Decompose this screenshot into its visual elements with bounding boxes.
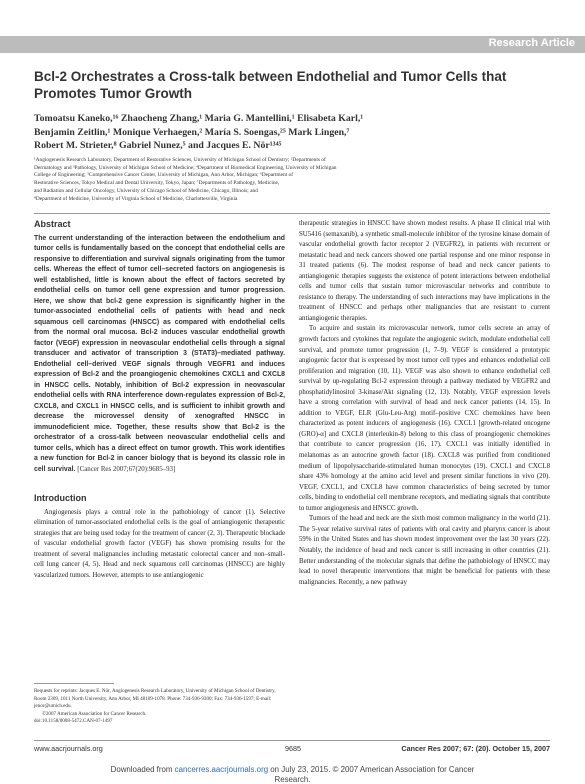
affiliations — [34, 157, 554, 203]
journal-url[interactable]: www.aacrjournals.org — [34, 744, 103, 753]
abstract-heading: Abstract — [34, 219, 71, 229]
download-line2: Research. — [274, 774, 311, 784]
reprint-request: Requests for reprints: Jacques E. Nör, Angiogenesis Research Laboratory, University of Michigan School of Dentistry, Room 2309, 1011 North University, Ann Arbor, MI 48109-1078. Phone: 734-936-9300; Fax: 734-936-1597; E-mail: jenor@umich.edu. — [34, 688, 276, 710]
left-column — [34, 219, 285, 581]
journal-link[interactable]: cancerres.aacrjournals.org — [174, 765, 269, 774]
abstract-text — [34, 234, 285, 476]
header-divider — [34, 213, 550, 214]
page-number: 9685 — [285, 744, 301, 753]
copyright: ©2007 American Association for Cancer Research. — [42, 710, 147, 717]
author-list — [34, 112, 554, 153]
affiliation-line: Dermatology and ³Pathology, University of Michigan School of Medicine; ⁴Department of Biomedical Engineering, University of Michigan — [34, 164, 337, 171]
right-column — [299, 219, 550, 588]
banner-label: Research Article — [488, 37, 575, 49]
abstract-body: The current understanding of the interaction between the endothelium and tumor cells is fundamentally based on the concept that endothelial cells are responsive to differentiation and survival signals originating from the tumor cells. Whereas the effect of tumor cell–secreted factors on angiogenesis is well established, little is known about the effect of factors secreted by endothelial cells on tumor cell gene expression and tumor progression. Here, we show that bcl-2 gene expression is significantly higher in the tumor-associated endothelial cells of patients with head and neck squamous cell carcinomas (HNSCC) as compared with endothelial cells from the normal oral mucosa. Bcl-2 induces vascular endothelial growth factor (VEGF) expression in neovascular endothelial cells through a signal transducer and activator of transcription 3 (STAT3)–mediated pathway. Endothelial cell–derived VEGF signals through VEGFR1 and induces expression of Bcl-2 and the proangiogenic chemokines CXCL1 and CXCL8 in HNSCC cells. Notably, inhibition of Bcl-2 expression in neovascular endothelial cells with RNA interference down-regulates expression of Bcl-2, CXCL8, and CXCL1 in HNSCC cells, and is sufficient to inhibit growth and decrease the microvessel density of xenografted HNSCC in immunodeficient mice. Together, these results show that Bcl-2 is the orchestrator of a cross-talk between neovascular endothelial cells and tumor cells, which has a direct effect on tumor growth. This work identifies a new function for Bcl-2 in cancer biology that is beyond its classic role in cell survival. — [34, 234, 285, 473]
journal-citation: Cancer Res 2007; 67: (20). October 15, 2007 — [401, 744, 550, 753]
affiliation-line: and Radiation and Cellular Oncology, University of Chicago School of Medicine, Chicago, Illinois; and — [34, 187, 258, 194]
introduction-heading: Introduction — [34, 493, 87, 504]
doi: doi:10.1158/0008-5472.CAN-07-1497 — [34, 718, 113, 725]
body-paragraph: To acquire and sustain its microvascular network, tumor cells secrete an array of growth factors and cytokines that regulate the angiogenic switch, modulate endothelial cell survival, and promote tumor progression (1, 7–9). VEGF is considered a prototypic angiogenic factor that is expressed by most tumor cell types and enhances endothelial cell proliferation and migration (10, 11). VEGF was also shown to enhance endothelial cell survival by up-regulating Bcl-2 expression through a pathway mediated by VEGFR2 and phosphatidylinositol 3-kinase/Akt signaling (12, 13). Notably, VEGF expression levels have a strong correlation with survival of head and neck cancer patients (14, 15). In addition to VEGF, ELR (Glu-Leu-Arg) motif–positive CXC chemokines have been characterized as potent inducers of angiogenesis (16). CXCL1 [growth-related oncogene (GRO)-α] and CXCL8 (interleukin-8) belong to this class of proangiogenic chemokines that contribute to cancer progression (16, 17). CXCL1 was initially identified in melanomas as an autocrine growth factor (18). CXCL8 was purified from conditioned medium of lipopolysaccharide-stimulated human monocytes (19). CXCL1 and CXCL8 share 43% homology at the amino acid level and present similar functions in vivo (20). VEGF, CXCL1, and CXCL8 have common characteristics of being secreted by tumor cells, binding to endothelial cell membrane receptors, and mediating signals that contribute to tumor angiogenesis and HNSCC growth. — [299, 325, 550, 512]
author-line: Robert M. Strieter,⁸ Gabriel Nunez,⁵ and Jacques E. Nör¹³⁴⁵ — [34, 140, 282, 151]
body-paragraph: Tumors of the head and neck are the sixth most common malignancy in the world (21). The 5-year relative survival rates of patients with oral cavity and pharynx cancer is about 59% in the United States and has shown modest improvement over the last 30 years (22). Notably, the incidence of head and neck cancer is still increasing in other countries (21). Better understanding of the molecular signals that define the pathobiology of HNSCC may lead to novel therapeutic interventions that might be beneficial for patients with these malignancies. Recently, a new pathway — [299, 515, 550, 586]
footnote — [34, 688, 285, 726]
affiliation-line: ⁸Department of Medicine, University of Virginia School of Medicine, Charlottesville, Virginia — [34, 195, 238, 202]
affiliation-line: ¹Angiogenesis Research Laboratory, Department of Restorative Sciences, University of Michigan School of Dentistry; ²Departments of — [34, 157, 326, 163]
article-title: Bcl-2 Orchestrates a Cross-talk between Endothelial and Tumor Cells that Promotes Tumor Growth — [34, 69, 507, 101]
abstract-citation: [Cancer Res 2007;67(20):9685–93] — [77, 465, 176, 473]
footer-divider — [34, 740, 550, 741]
affiliation-line: Restorative Sciences, Tokyo Medical and Dental University, Tokyo, Japan; ⁷Departments of Pathology, Medicine, — [34, 180, 280, 187]
intro-paragraph: Angiogenesis plays a central role in the pathobiology of cancer (1). Selective elimination of tumor-associated endothelial cells is the goal of antiangiogenic therapeutic strategies that are being used today for the treatment of cancer (2, 3). Therapeutic blockade of vascular endothelial growth factor (VEGF) has shown promising results for the treatment of several malignancies including metastatic colorectal cancer and non–small-cell lung cancer (4, 5). Head and neck squamous cell carcinomas (HNSCC) are highly vascularized tumors. However, attempts to use antiangiogenic — [34, 508, 285, 579]
footnote-divider — [34, 683, 114, 684]
download-suffix: on July 23, 2015. © 2007 American Association for Cancer — [268, 765, 475, 774]
download-notice — [0, 765, 585, 784]
download-prefix: Downloaded from — [110, 765, 175, 774]
author-line: Tomoatsu Kaneko,¹⁶ Zhaocheng Zhang,¹ Maria G. Mantellini,¹ Elisabeta Karl,¹ — [34, 113, 364, 124]
section-banner — [0, 36, 585, 53]
body-paragraph: therapeutic strategies in HNSCC have shown modest results. A phase II clinical trial with SU5416 (semaxanib), a synthetic small-molecule inhibitor of the tyrosine kinase domain of vascular endothelial growth factor receptor 2 (VEGFR2), in patients with recurrent or metastatic head and neck cancers showed one partial response and one minor response in 31 treated patients (6). The modest response of head and neck cancer patients to antiangiogenic therapies suggests the existence of potent interactions between endothelial cells and tumor cells that sustain tumor microvascular networks and contribute to resistance to therapy. The understanding of such interactions may have implications in the treatment of HNSCC and perhaps other malignancies that are resistant to current antiangiogenic therapies. — [299, 220, 550, 322]
author-line: Benjamin Zeitlin,¹ Monique Verhaegen,² María S. Soengas,²⁵ Mark Lingen,⁷ — [34, 126, 350, 138]
affiliation-line: College of Engineering; ⁵Comprehensive Cancer Center, University of Michigan, Ann Arbor, Michigan; ⁶Department of — [34, 172, 294, 179]
